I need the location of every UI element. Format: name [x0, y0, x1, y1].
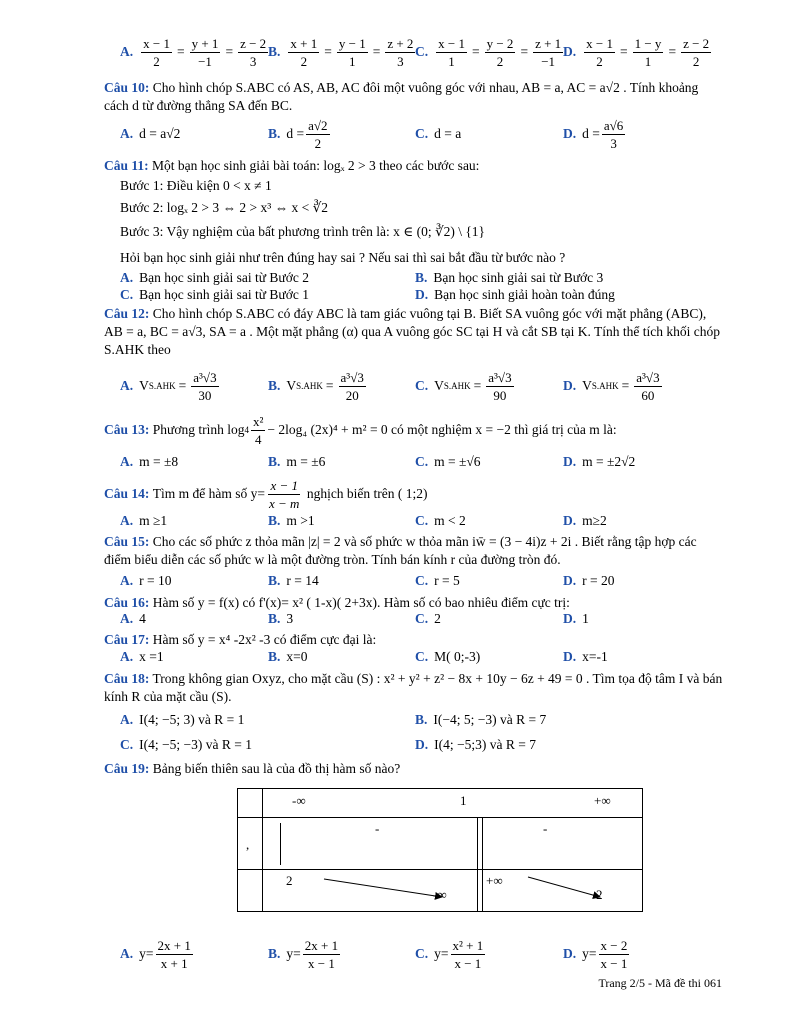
q9-option-c[interactable]: C. $\frac{x - 1}{1}$ = $\frac{y - 2}{2}$ = $\frac{z + 1}{-1}$: [415, 35, 562, 69]
q11-option-d[interactable]: D. Bạn học sinh giải hoàn toàn đúng: [415, 287, 615, 302]
q18-option-c[interactable]: C. I(4; −5; −3) và R = 1: [120, 737, 252, 752]
q17-option-b[interactable]: B. x=0: [268, 649, 308, 664]
q11-step-2: Bước 2: logₓ 2 > 3 ⇔ 2 > x³ ⇔ x < ∛2: [120, 200, 328, 215]
q19-option-d[interactable]: D. y= $\frac{x - 2}{x - 1}$: [563, 937, 628, 971]
y-right-value: 2: [596, 887, 603, 902]
page-footer: Trang 2/5 - Mã đề thi 061: [598, 976, 722, 990]
y-mid-end: -∞: [433, 887, 447, 902]
q14-option-d[interactable]: D. m≥2: [563, 513, 607, 528]
x-one: 1: [460, 793, 467, 808]
q18-options-row2: [0, 735, 792, 755]
q12-option-b[interactable]: B. V S.AHK = $\frac{\text{a³√3}}{20}$: [268, 369, 364, 403]
q12-option-c[interactable]: C. V S.AHK = $\frac{\text{a³√3}}{90}$: [415, 369, 512, 403]
q18-option-b[interactable]: B. I(−4; 5; −3) và R = 7: [415, 712, 547, 727]
q13-options: [0, 452, 792, 472]
q11-options-row2: [0, 285, 792, 305]
q19-option-b[interactable]: B. y= $\frac{2x + 1}{x - 1}$: [268, 937, 339, 971]
q10-option-a[interactable]: A. d = a√2: [120, 126, 181, 141]
q10-option-b[interactable]: B. d = $\frac{a√2}{2}$: [268, 117, 328, 151]
q10-option-c[interactable]: C. d = a: [415, 126, 462, 141]
q14-option-a[interactable]: A. m ≥1: [120, 513, 168, 528]
q10-option-d[interactable]: D. d = $\frac{a√6}{3}$: [563, 117, 624, 151]
sign-right: -: [543, 821, 548, 836]
q19-option-a[interactable]: A. y= $\frac{2x + 1}{x + 1}$: [120, 937, 191, 971]
q10-options: [0, 114, 792, 154]
sign-left: -: [375, 821, 380, 836]
q16-options: [0, 609, 792, 629]
x-pos-infinity: +∞: [594, 793, 611, 808]
q16-option-a[interactable]: A. 4: [120, 611, 146, 626]
q13-option-d[interactable]: D. m = ±2√2: [563, 454, 636, 469]
q11-option-c[interactable]: C. Bạn học sinh giải sai từ Bước 1: [120, 287, 310, 302]
q15-options: [0, 571, 792, 591]
q15-option-b[interactable]: B. r = 14: [268, 573, 319, 588]
q18-options-row1: [0, 710, 792, 730]
q16-option-d[interactable]: D. 1: [563, 611, 589, 626]
q17-option-d[interactable]: D. x=-1: [563, 649, 608, 664]
q12-option-d[interactable]: D. V S.AHK = $\frac{\text{a³√3}}{60}$: [563, 369, 660, 403]
q13-option-a[interactable]: A. m = ±8: [120, 454, 179, 469]
arrow-decreasing-right: [528, 877, 600, 897]
q11-stem: Câu 11: Một bạn học sinh giải bài toán: logₓ 2 > 3 theo các bước sau: Bước 1: Điều kiện 0 < x ≠ 1 Bước 2: logₓ 2 > 3 ⇔ 2 > x³ ⇔ x < ∛2 Bước 3: Vậy nghiệm của bất phương trình trên là: x ∈ (0; ∛2) \ {1} Hỏi bạn học sinh giải như trên đúng hay sai ? Nếu sai thì sai bắt đầu từ bước nào ?: [104, 157, 724, 267]
q11-step-1: Bước 1: Điều kiện 0 < x ≠ 1: [120, 178, 272, 193]
q14-option-b[interactable]: B. m >1: [268, 513, 315, 528]
arrow-decreasing-left: [324, 879, 442, 897]
q9-option-d[interactable]: D. $\frac{x - 1}{2}$ = $\frac{1 - y}{1}$ = $\frac{z - 2}{2}$: [563, 35, 710, 69]
q16-stem: Câu 16: Hàm số y = f(x) có f'(x)= x² ( 1-x)( 2+3x). Hàm số có bao nhiêu điểm cực trị:: [104, 595, 570, 610]
q19-stem: Câu 19: Bảng biến thiên sau là của đồ thị hàm số nào?: [104, 761, 401, 776]
variation-table: [237, 788, 643, 912]
q17-options: [0, 647, 792, 667]
q12-options: [0, 366, 792, 406]
q12-option-a[interactable]: A. V S.AHK = $\frac{\text{a³√3}}{30}$: [120, 369, 217, 403]
q14-options: [0, 511, 792, 531]
q14-option-c[interactable]: C. m < 2: [415, 513, 466, 528]
q17-option-a[interactable]: A. x =1: [120, 649, 164, 664]
q14-stem: Câu 14: Tìm m để hàm số y= $\frac{x - 1}{x - m}$ nghịch biến trên ( 1;2): [104, 477, 428, 511]
row-label-comma: ,: [246, 837, 250, 852]
q17-option-c[interactable]: C. M( 0;-3): [415, 649, 481, 664]
q16-option-b[interactable]: B. 3: [268, 611, 294, 626]
x-neg-infinity: -∞: [292, 793, 306, 808]
q13-stem: Câu 13: Phương trình log 4 $\frac{\text{x²}}{4}$ − 2log₄ (2x)⁴ + m² = 0 có một nghiệm x = −2 thì giá trị của m là:: [104, 413, 617, 447]
q9-option-b[interactable]: B. $\frac{x + 1}{2}$ = $\frac{y - 1}{1}$ = $\frac{z + 2}{3}$: [268, 35, 414, 69]
q15-option-d[interactable]: D. r = 20: [563, 573, 615, 588]
q18-stem: Câu 18: Trong không gian Oxyz, cho mặt cầu (S) : x² + y² + z² − 8x + 10y − 6z + 49 = 0 . Tìm tọa độ tâm I và bán kính R của mặt cầu (S).: [104, 671, 723, 704]
q11-option-a[interactable]: A. Bạn học sinh giải sai từ Bước 2: [120, 270, 310, 285]
q13-option-c[interactable]: C. m = ±√6: [415, 454, 481, 469]
q15-option-a[interactable]: A. r = 10: [120, 573, 172, 588]
q9-option-a[interactable]: A. $\frac{x - 1}{2}$ = $\frac{y + 1}{-1}$ = $\frac{z - 2}{3}$: [120, 35, 267, 69]
q15-stem: Câu 15: Cho các số phức z thỏa mãn |z| = 2 và số phức w thỏa mãn iw̄ = (3 − 4i)z + 2i . Biết rằng tập hợp các điểm biểu diễn các số phức w là một đường tròn. Tính bán kính r của đường tròn đó.: [104, 534, 697, 567]
y-left-value: 2: [286, 873, 293, 888]
q19-options: [0, 934, 792, 974]
y-mid-start: +∞: [486, 873, 503, 888]
q16-option-c[interactable]: C. 2: [415, 611, 441, 626]
q17-stem: Câu 17: Hàm số y = x⁴ -2x² -3 có điểm cực đại là:: [104, 632, 377, 647]
q19-option-c[interactable]: C. y= $\frac{\text{x² + 1}}{x - 1}$: [415, 937, 484, 971]
q12-stem: Câu 12: Cho hình chóp S.ABC có đáy ABC là tam giác vuông tại B. Biết SA vuông góc với mặt phẳng (ABC), AB = a, BC = a√3, SA = a . Một mặt phẳng (α) qua A vuông góc SC tại H và cắt SB tại K. Tính thể tích khối chóp S.AHK theo: [104, 306, 721, 357]
q10-stem: Câu 10: Cho hình chóp S.ABC có AS, AB, AC đôi một vuông góc với nhau, AB = a, AC = a√2 . Tính khoảng cách d từ đường thẳng SA đến BC.: [104, 80, 699, 113]
q15-option-c[interactable]: C. r = 5: [415, 573, 460, 588]
q11-step-3: Bước 3: Vậy nghiệm của bất phương trình trên là: x ∈ (0; ∛2) \ {1}: [120, 224, 486, 239]
q9-options: [0, 32, 792, 72]
table-arrows: [238, 789, 642, 911]
q11-question: Hỏi bạn học sinh giải như trên đúng hay sai ? Nếu sai thì sai bắt đầu từ bước nào ?: [120, 250, 566, 265]
q18-option-d[interactable]: D. I(4; −5;3) và R = 7: [415, 737, 536, 752]
q11-option-b[interactable]: B. Bạn học sinh giải sai từ Bước 3: [415, 270, 604, 285]
q13-option-b[interactable]: B. m = ±6: [268, 454, 326, 469]
q18-option-a[interactable]: A. I(4; −5; 3) và R = 1: [120, 712, 245, 727]
